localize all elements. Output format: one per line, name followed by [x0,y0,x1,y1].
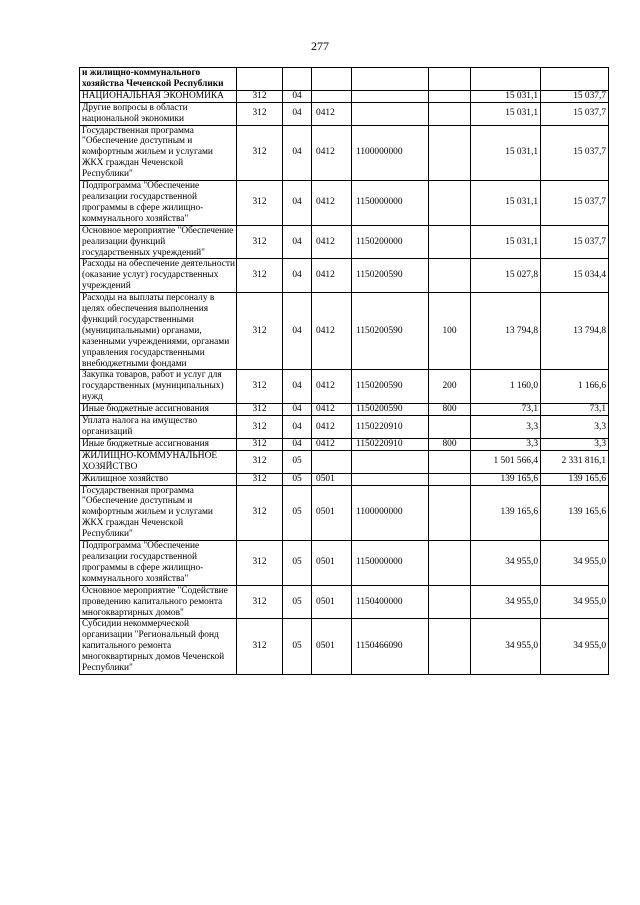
cell-name: Расходы на выплаты персоналу в целях обеспечения выполнения функций государственными (муниципальными) органами, казенными учреждениями, органами управления государственными внебюджетными фондами [80,293,237,370]
cell-year2: 2 331 816,1 [541,450,609,473]
cell-ved: 312 [237,438,283,450]
cell-year1: 34 955,0 [471,585,541,619]
cell-name: Основное мероприятие "Обеспечение реализации функций государственных учреждений" [80,225,237,259]
cell-ved: 312 [237,619,283,675]
cell-rz: 04 [283,416,312,439]
cell-year1: 15 031,1 [471,90,541,102]
cell-ved: 312 [237,90,283,102]
cell-year2: 139 165,6 [541,473,609,485]
cell-rz: 05 [283,585,312,619]
cell-pr: 0501 [312,619,352,675]
cell-year2: 15 037,7 [541,102,609,125]
cell-name: НАЦИОНАЛЬНАЯ ЭКОНОМИКА [80,90,237,102]
cell-rz: 04 [283,181,312,226]
cell-vr [429,541,471,586]
table-row [80,370,609,404]
table-body [80,68,609,675]
table-row [80,585,609,619]
cell-csr: 1100000000 [352,125,429,181]
cell-name: Государственная программа "Обеспечение доступным и комфортным жильем и услугами ЖКХ граждан Чеченской Республики" [80,125,237,181]
cell-name: и жилищно-коммунального хозяйства Чеченской Республики [80,68,237,91]
cell-csr: 1150466090 [352,619,429,675]
cell-pr [312,68,352,91]
cell-year2: 34 955,0 [541,585,609,619]
cell-pr: 0501 [312,473,352,485]
cell-vr [429,102,471,125]
cell-pr: 0412 [312,102,352,125]
cell-pr: 0412 [312,181,352,226]
table-row [80,102,609,125]
cell-rz: 05 [283,450,312,473]
cell-ved: 312 [237,485,283,541]
cell-name: Иные бюджетные ассигнования [80,438,237,450]
cell-year2: 139 165,6 [541,485,609,541]
table-row [80,541,609,586]
table-row [80,450,609,473]
cell-pr [312,90,352,102]
cell-year2: 15 037,7 [541,125,609,181]
cell-pr: 0501 [312,485,352,541]
cell-ved: 312 [237,102,283,125]
cell-year1 [471,68,541,91]
cell-ved: 312 [237,225,283,259]
cell-csr: 1100000000 [352,485,429,541]
cell-year1: 73,1 [471,404,541,416]
cell-year1: 15 027,8 [471,259,541,293]
cell-csr: 1150400000 [352,585,429,619]
cell-year2: 1 166,6 [541,370,609,404]
cell-vr [429,485,471,541]
page-number: 277 [311,39,329,53]
cell-vr: 800 [429,438,471,450]
cell-vr [429,450,471,473]
cell-pr: 0412 [312,370,352,404]
cell-vr [429,68,471,91]
cell-csr: 1150220910 [352,416,429,439]
cell-ved: 312 [237,450,283,473]
table-row [80,438,609,450]
cell-pr: 0412 [312,438,352,450]
cell-rz: 05 [283,473,312,485]
cell-rz: 04 [283,90,312,102]
cell-vr [429,181,471,226]
cell-name: Основное мероприятие "Содействие проведению капитального ремонта многоквартирных домов" [80,585,237,619]
cell-ved: 312 [237,473,283,485]
cell-csr [352,68,429,91]
cell-year2: 13 794,8 [541,293,609,370]
cell-name: Подпрограмма "Обеспечение реализации государственной программы в сфере жилищно-коммунального хозяйства" [80,541,237,586]
cell-name: Жилищное хозяйство [80,473,237,485]
cell-rz: 05 [283,619,312,675]
cell-ved: 312 [237,585,283,619]
table-row [80,473,609,485]
cell-vr: 100 [429,293,471,370]
cell-name: Государственная программа "Обеспечение доступным и комфортным жильем и услугами ЖКХ граждан Чеченской Республики" [80,485,237,541]
cell-year2: 34 955,0 [541,541,609,586]
cell-pr: 0412 [312,125,352,181]
cell-rz: 04 [283,370,312,404]
cell-vr [429,225,471,259]
cell-ved: 312 [237,404,283,416]
cell-rz: 05 [283,541,312,586]
cell-year1: 139 165,6 [471,473,541,485]
cell-ved: 312 [237,541,283,586]
cell-year1: 15 031,1 [471,102,541,125]
cell-pr: 0412 [312,416,352,439]
cell-year2: 15 034,4 [541,259,609,293]
cell-year1: 34 955,0 [471,619,541,675]
cell-year1: 3,3 [471,416,541,439]
table-row [80,293,609,370]
cell-name: Уплата налога на имущество организаций [80,416,237,439]
cell-csr: 1150200000 [352,225,429,259]
cell-csr: 1150200590 [352,259,429,293]
cell-rz: 04 [283,259,312,293]
cell-name: Подпрограмма "Обеспечение реализации государственной программы в сфере жилищно-коммунального хозяйства" [80,181,237,226]
table-row [80,259,609,293]
cell-rz: 05 [283,485,312,541]
cell-name: Субсидии некоммерческой организации "Региональный фонд капитального ремонта многоквартирных домов Чеченской Республики" [80,619,237,675]
cell-rz: 04 [283,438,312,450]
cell-ved: 312 [237,181,283,226]
cell-year2 [541,68,609,91]
cell-name: Другие вопросы в области национальной экономики [80,102,237,125]
cell-pr: 0412 [312,293,352,370]
cell-year1: 15 031,1 [471,225,541,259]
cell-year1: 3,3 [471,438,541,450]
cell-csr: 1150200590 [352,404,429,416]
cell-year2: 34 955,0 [541,619,609,675]
cell-rz: 04 [283,102,312,125]
cell-vr [429,259,471,293]
cell-name: Расходы на обеспечение деятельности (оказание услуг) государственных учреждений [80,259,237,293]
cell-year1: 1 501 566,4 [471,450,541,473]
cell-pr: 0501 [312,541,352,586]
cell-csr: 1150000000 [352,541,429,586]
cell-csr [352,102,429,125]
cell-year2: 3,3 [541,416,609,439]
cell-year1: 15 031,1 [471,125,541,181]
cell-ved: 312 [237,259,283,293]
cell-year1: 13 794,8 [471,293,541,370]
table-row [80,225,609,259]
table-row [80,485,609,541]
budget-table [79,67,609,675]
cell-ved: 312 [237,125,283,181]
cell-year2: 73,1 [541,404,609,416]
cell-name: ЖИЛИЩНО-КОММУНАЛЬНОЕ ХОЗЯЙСТВО [80,450,237,473]
cell-rz: 04 [283,125,312,181]
table-row [80,181,609,226]
table-row [80,416,609,439]
cell-year1: 34 955,0 [471,541,541,586]
cell-pr: 0501 [312,585,352,619]
cell-csr [352,473,429,485]
cell-pr [312,450,352,473]
cell-year2: 15 037,7 [541,90,609,102]
cell-rz: 04 [283,404,312,416]
cell-pr: 0412 [312,225,352,259]
cell-ved: 312 [237,416,283,439]
cell-year1: 1 160,0 [471,370,541,404]
table-row [80,619,609,675]
cell-vr [429,90,471,102]
cell-rz: 04 [283,293,312,370]
cell-year2: 3,3 [541,438,609,450]
table-row [80,404,609,416]
table-row [80,125,609,181]
cell-ved: 312 [237,293,283,370]
cell-vr [429,416,471,439]
cell-name: Закупка товаров, работ и услуг для государственных (муниципальных) нужд [80,370,237,404]
cell-rz: 04 [283,225,312,259]
cell-vr: 200 [429,370,471,404]
cell-csr: 1150200590 [352,293,429,370]
cell-csr: 1150200590 [352,370,429,404]
cell-name: Иные бюджетные ассигнования [80,404,237,416]
cell-vr [429,125,471,181]
cell-year1: 139 165,6 [471,485,541,541]
cell-year2: 15 037,7 [541,225,609,259]
cell-pr: 0412 [312,404,352,416]
cell-vr [429,473,471,485]
cell-vr [429,619,471,675]
cell-rz [283,68,312,91]
cell-year1: 15 031,1 [471,181,541,226]
cell-pr: 0412 [312,259,352,293]
cell-csr: 1150220910 [352,438,429,450]
cell-vr [429,585,471,619]
cell-csr: 1150000000 [352,181,429,226]
cell-vr: 800 [429,404,471,416]
cell-csr [352,450,429,473]
cell-year2: 15 037,7 [541,181,609,226]
cell-csr [352,90,429,102]
table-row [80,68,609,91]
cell-ved [237,68,283,91]
table-row [80,90,609,102]
cell-ved: 312 [237,370,283,404]
